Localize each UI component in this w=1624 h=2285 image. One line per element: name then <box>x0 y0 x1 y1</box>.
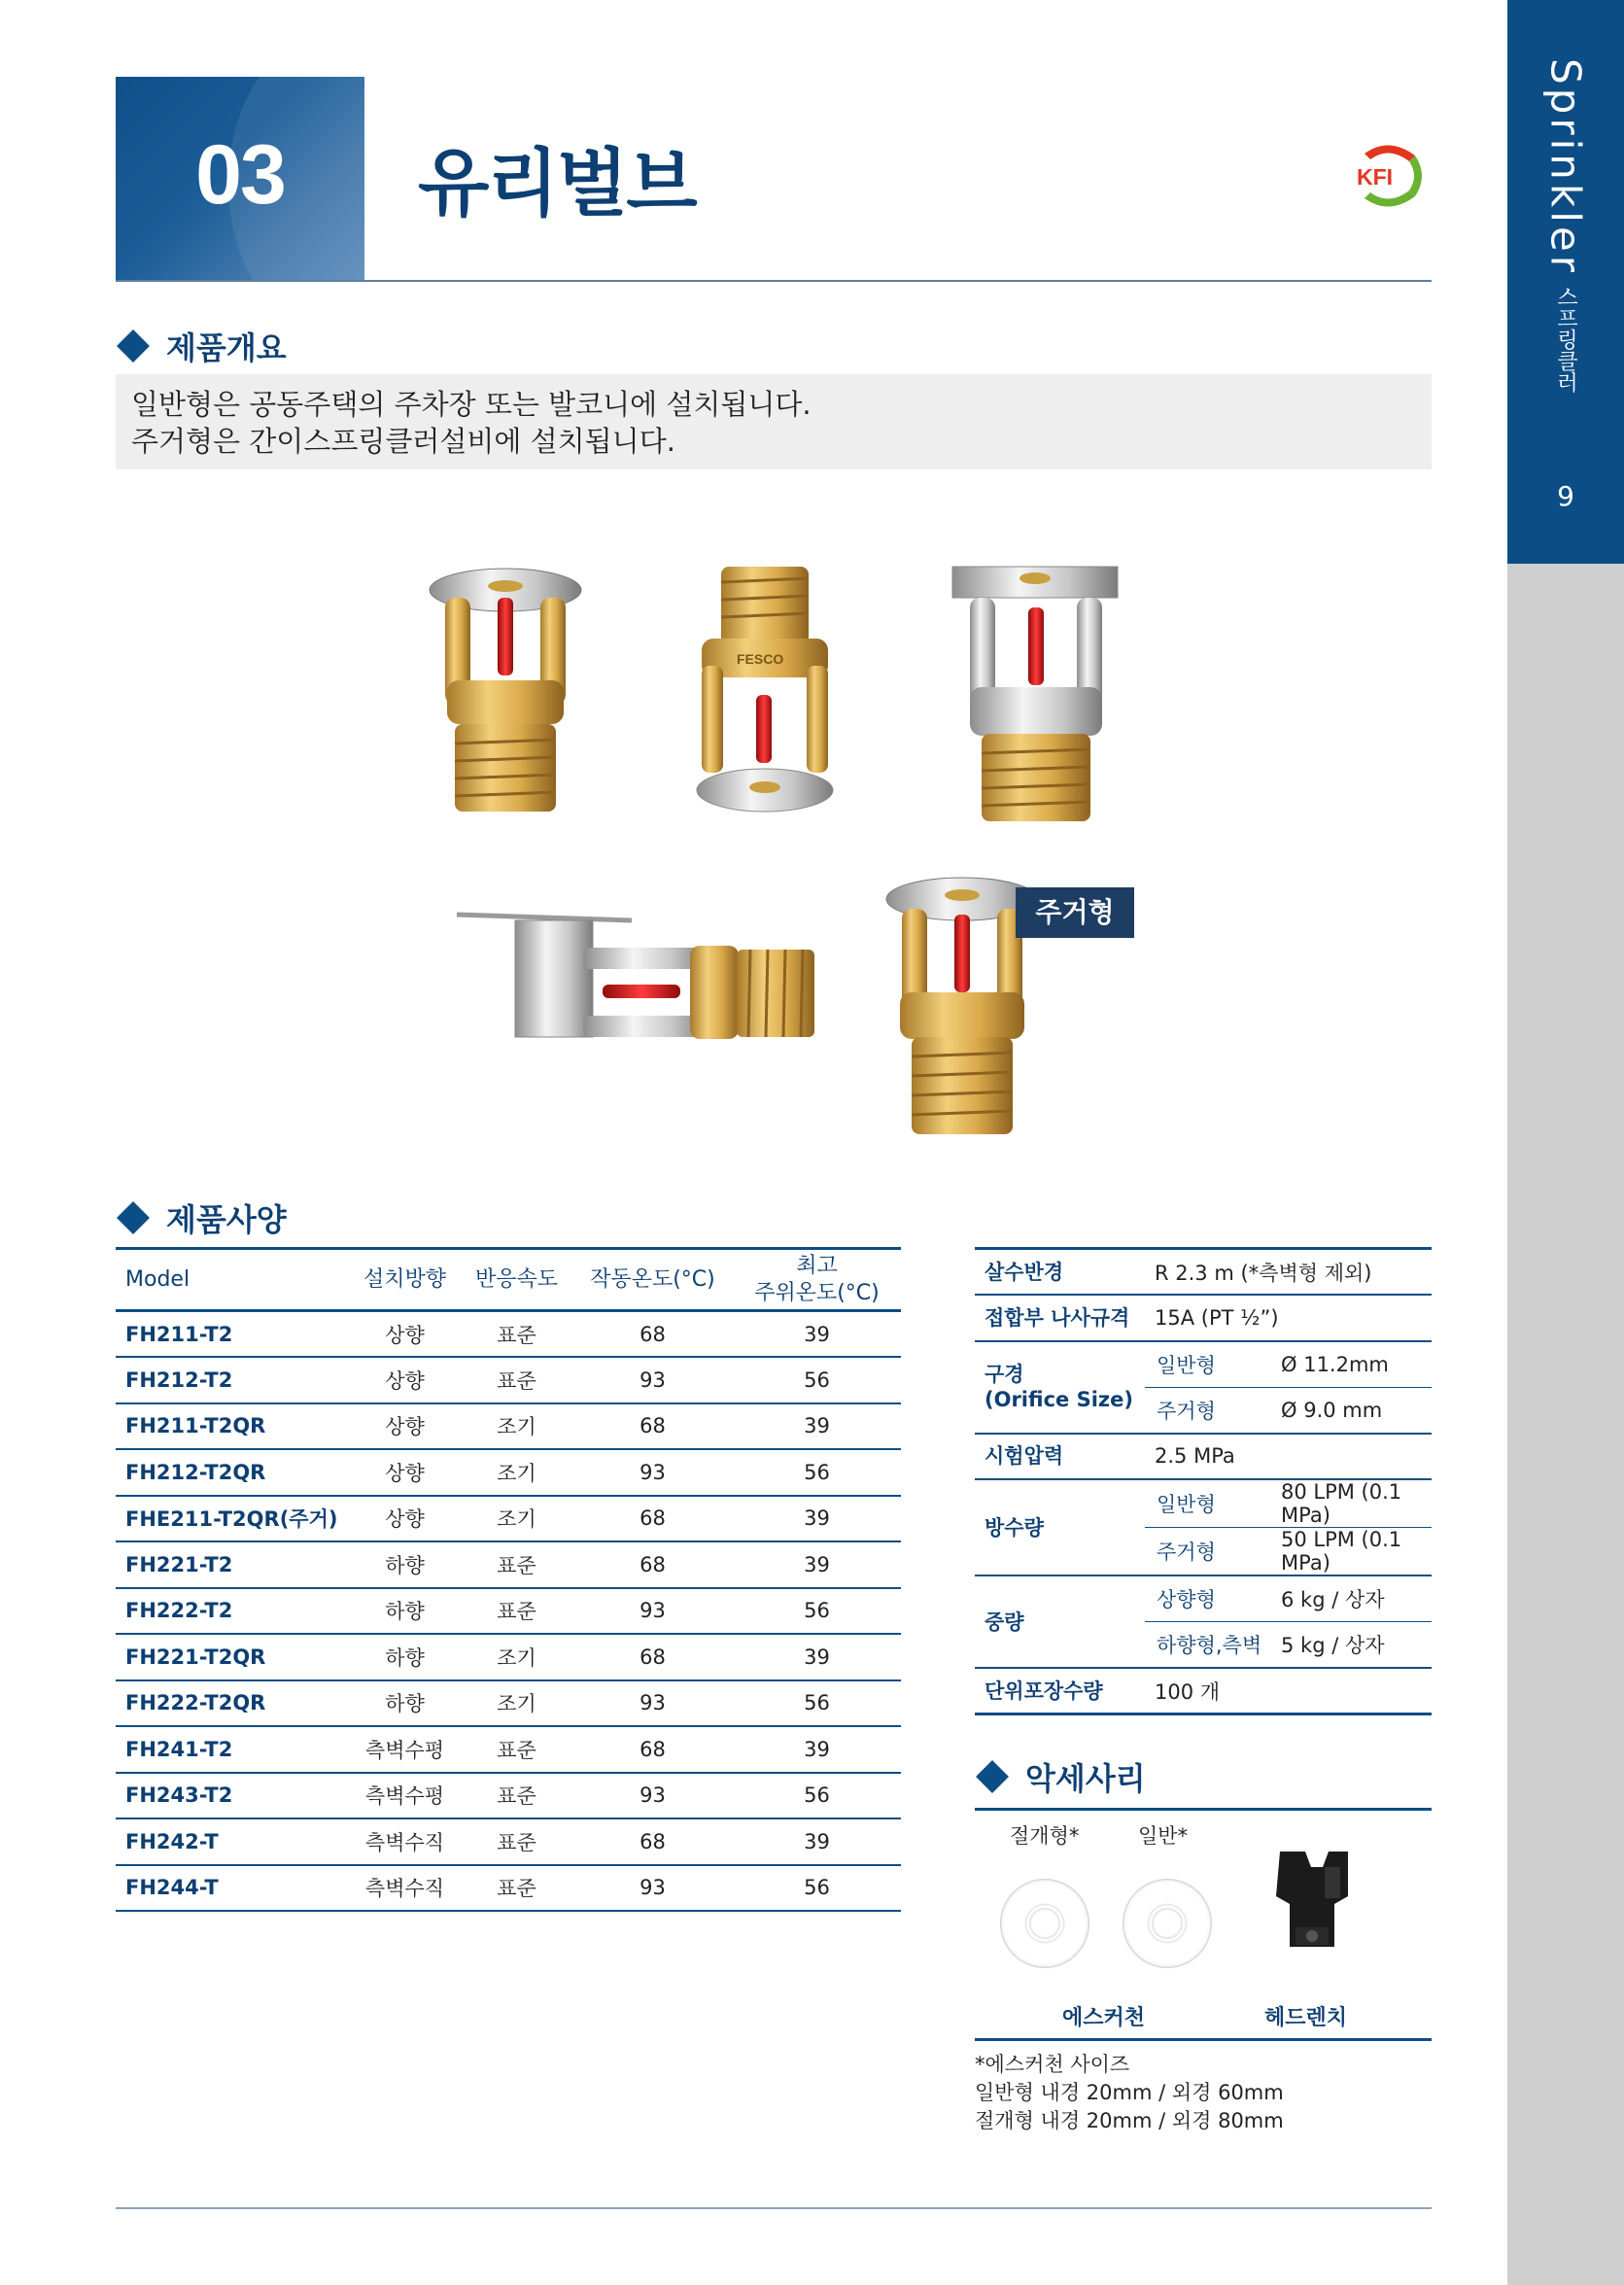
spec-row <box>116 1680 901 1727</box>
note-line: 절개형 내경 20mm / 외경 80mm <box>975 2109 1284 2132</box>
discharge-residential-label: 주거형 <box>1145 1528 1271 1576</box>
weight-pendent-value: 5 kg / 상자 <box>1271 1622 1432 1669</box>
spray-radius-value: R 2.3 m (*측벽형 제외) <box>1145 1249 1432 1296</box>
overview-heading <box>116 324 287 368</box>
chapter-box <box>116 77 364 281</box>
side-brand <box>1507 58 1624 467</box>
spec-cell-direction: 상향 <box>349 1357 461 1403</box>
property-row <box>975 1434 1432 1480</box>
kfi-logo-icon <box>1351 142 1427 210</box>
side-brand-korean: 스프링클러 <box>1553 285 1578 393</box>
spec-row <box>116 1588 901 1635</box>
test-pressure-value: 2.5 MPa <box>1145 1434 1432 1480</box>
discharge-residential-value: 50 LPM (0.1 MPa) <box>1271 1528 1432 1576</box>
spec-cell-direction: 측벽수평 <box>349 1726 461 1773</box>
title-divider <box>116 280 1432 282</box>
spec-cell-response: 조기 <box>461 1403 572 1450</box>
overview-title: 제품개요 <box>166 329 287 366</box>
spec-cell-temp: 68 <box>572 1818 733 1865</box>
col-max-temp-line2: 주위온도(°C) <box>754 1280 880 1305</box>
spec-cell-model: FH212-T2 <box>116 1357 349 1403</box>
spec-cell-direction: 상향 <box>349 1311 461 1358</box>
unit-pack-label: 단위포장수량 <box>975 1668 1145 1714</box>
spec-cell-model: FH241-T2 <box>116 1726 349 1773</box>
spec-cell-response: 표준 <box>461 1588 572 1635</box>
page-number: 9 <box>1557 480 1574 512</box>
weight-upright-value: 6 kg / 상자 <box>1271 1575 1432 1622</box>
spec-cell-direction: 상향 <box>349 1449 461 1496</box>
spec-cell-max: 39 <box>733 1403 901 1450</box>
orifice-label-line2: (Orifice Size) <box>985 1388 1133 1411</box>
property-row <box>975 1575 1432 1622</box>
spec-cell-model: FH222-T2QR <box>116 1680 349 1727</box>
col-response: 반응속도 <box>461 1249 572 1311</box>
col-temp: 작동온도(°C) <box>572 1249 733 1311</box>
specs-heading <box>116 1195 287 1240</box>
escutcheon-cut-icon <box>1000 1879 1089 1968</box>
spec-cell-direction: 하향 <box>349 1634 461 1680</box>
spec-cell-temp: 93 <box>572 1449 733 1496</box>
spec-cell-temp: 93 <box>572 1357 733 1403</box>
spec-cell-model: FH212-T2QR <box>116 1449 349 1496</box>
thread-label: 접합부 나사규격 <box>975 1295 1145 1341</box>
weight-pendent-label: 하향형,측벽 <box>1145 1622 1271 1669</box>
weight-upright-label: 상향형 <box>1145 1575 1271 1622</box>
orifice-residential-value: Ø 9.0 mm <box>1271 1387 1432 1434</box>
property-row <box>975 1341 1432 1388</box>
svg-text:KFI: KFI <box>1357 164 1394 190</box>
escutcheon-label: 에스커천 <box>1062 2006 1146 2030</box>
page-title: 유리벌브 <box>418 140 696 226</box>
spec-cell-temp: 68 <box>572 1403 733 1450</box>
spec-row <box>116 1311 901 1358</box>
note-line: *에스커천 사이즈 <box>975 2053 1130 2076</box>
spec-cell-direction: 상향 <box>349 1403 461 1450</box>
spec-cell-temp: 68 <box>572 1541 733 1588</box>
caption-general-type: 일반* <box>1138 1824 1189 1848</box>
spec-table-header <box>116 1249 901 1311</box>
escutcheon-size-note <box>975 2051 1284 2135</box>
spec-cell-model: FH211-T2QR <box>116 1403 349 1450</box>
spec-cell-temp: 68 <box>572 1634 733 1680</box>
spec-cell-max: 56 <box>733 1588 901 1635</box>
spec-cell-response: 표준 <box>461 1865 572 1912</box>
spec-cell-model: FH242-T <box>116 1818 349 1865</box>
chapter-number: 03 <box>195 128 285 222</box>
col-direction: 설치방향 <box>349 1249 461 1311</box>
overview-line: 주거형은 간이스프링클러설비에 설치됩니다. <box>131 425 675 458</box>
spec-cell-temp: 93 <box>572 1588 733 1635</box>
spec-cell-max: 39 <box>733 1496 901 1542</box>
diamond-bullet-icon <box>117 1201 150 1234</box>
spec-cell-response: 표준 <box>461 1357 572 1403</box>
product-photos <box>408 559 1166 1142</box>
spec-cell-max: 56 <box>733 1865 901 1912</box>
spec-row <box>116 1726 901 1773</box>
property-table <box>975 1247 1432 1715</box>
note-line: 일반형 내경 20mm / 외경 60mm <box>975 2081 1284 2104</box>
test-pressure-label: 시험압력 <box>975 1434 1145 1480</box>
spec-cell-response: 표준 <box>461 1311 572 1358</box>
sprinkler-pendent-photo <box>697 567 833 812</box>
spec-cell-direction: 측벽수평 <box>349 1773 461 1819</box>
accessories-title: 악세사리 <box>1025 1760 1146 1797</box>
spec-row <box>116 1865 901 1912</box>
spec-cell-temp: 93 <box>572 1773 733 1819</box>
orifice-general-value: Ø 11.2mm <box>1271 1341 1432 1388</box>
spray-radius-label: 살수반경 <box>975 1249 1145 1296</box>
spec-cell-temp: 68 <box>572 1311 733 1358</box>
bottom-divider <box>116 2207 1432 2209</box>
col-max-temp-line1: 최고 <box>796 1253 838 1278</box>
spec-cell-max: 56 <box>733 1680 901 1727</box>
spec-cell-temp: 68 <box>572 1726 733 1773</box>
sprinkler-upright-photo <box>430 569 581 812</box>
spec-cell-model: FH244-T <box>116 1865 349 1912</box>
spec-cell-max: 56 <box>733 1357 901 1403</box>
col-model: Model <box>116 1249 349 1311</box>
discharge-label: 방수량 <box>975 1479 1145 1575</box>
property-row <box>975 1668 1432 1714</box>
escutcheon-general-icon <box>1123 1879 1212 1968</box>
property-row <box>975 1249 1432 1296</box>
spec-cell-max: 56 <box>733 1773 901 1819</box>
unit-pack-value: 100 개 <box>1145 1668 1432 1714</box>
spec-cell-max: 39 <box>733 1726 901 1773</box>
spec-cell-max: 39 <box>733 1311 901 1358</box>
spec-cell-response: 표준 <box>461 1818 572 1865</box>
spec-cell-response: 표준 <box>461 1541 572 1588</box>
orifice-label <box>975 1341 1145 1434</box>
spec-cell-max: 39 <box>733 1634 901 1680</box>
spec-cell-model: FH221-T2QR <box>116 1634 349 1680</box>
col-max-temp <box>733 1249 901 1311</box>
spec-row <box>116 1541 901 1588</box>
spec-cell-direction: 하향 <box>349 1680 461 1727</box>
side-band-lower <box>1507 564 1624 2285</box>
spec-cell-response: 조기 <box>461 1680 572 1727</box>
accessories-heading <box>975 1754 1146 1799</box>
spec-cell-max: 39 <box>733 1541 901 1588</box>
spec-cell-model: FH222-T2 <box>116 1588 349 1635</box>
discharge-general-label: 일반형 <box>1145 1479 1271 1528</box>
spec-row <box>116 1634 901 1680</box>
overview-box <box>116 374 1432 469</box>
spec-row <box>116 1403 901 1450</box>
head-wrench-label: 헤드렌치 <box>1264 2006 1348 2030</box>
spec-cell-model: FHE211-T2QR(주거) <box>116 1496 349 1542</box>
diamond-bullet-icon <box>117 329 150 363</box>
spec-cell-max: 56 <box>733 1449 901 1496</box>
orifice-general-label: 일반형 <box>1145 1341 1271 1388</box>
spec-cell-response: 조기 <box>461 1496 572 1542</box>
spec-cell-temp: 93 <box>572 1680 733 1727</box>
residential-tag: 주거형 <box>1016 887 1134 938</box>
spec-cell-direction: 하향 <box>349 1541 461 1588</box>
spec-row <box>116 1496 901 1542</box>
side-brand-english: Sprinkler <box>1541 58 1590 276</box>
spec-cell-model: FH211-T2 <box>116 1311 349 1358</box>
specs-title: 제품사양 <box>166 1201 287 1238</box>
discharge-general-value: 80 LPM (0.1 MPa) <box>1271 1479 1432 1528</box>
svg-text:FESCO: FESCO <box>737 651 784 667</box>
diamond-bullet-icon <box>976 1760 1009 1793</box>
spec-cell-temp: 68 <box>572 1496 733 1542</box>
spec-cell-response: 조기 <box>461 1449 572 1496</box>
orifice-label-line1: 구경 <box>985 1363 1024 1386</box>
spec-cell-max: 39 <box>733 1818 901 1865</box>
sprinkler-chrome-photo <box>952 567 1118 821</box>
sprinkler-sidewall-photo <box>457 915 814 1039</box>
spec-row <box>116 1449 901 1496</box>
overview-line: 일반형은 공동주택의 주차장 또는 발코니에 설치됩니다. <box>131 388 812 421</box>
thread-value: 15A (PT ½”) <box>1145 1295 1432 1341</box>
spec-cell-response: 표준 <box>461 1773 572 1819</box>
spec-cell-temp: 93 <box>572 1865 733 1912</box>
spec-table <box>116 1247 901 1912</box>
spec-cell-response: 조기 <box>461 1634 572 1680</box>
spec-cell-direction: 측벽수직 <box>349 1818 461 1865</box>
spec-row <box>116 1773 901 1819</box>
accessories-box <box>975 1808 1432 2041</box>
property-row <box>975 1295 1432 1341</box>
spec-cell-direction: 상향 <box>349 1496 461 1542</box>
property-row <box>975 1479 1432 1528</box>
orifice-residential-label: 주거형 <box>1145 1387 1271 1434</box>
caption-cut-type: 절개형* <box>1010 1824 1080 1848</box>
spec-cell-model: FH221-T2 <box>116 1541 349 1588</box>
spec-row <box>116 1818 901 1865</box>
spec-cell-direction: 측벽수직 <box>349 1865 461 1912</box>
spec-cell-direction: 하향 <box>349 1588 461 1635</box>
weight-label: 중량 <box>975 1575 1145 1668</box>
spec-cell-response: 표준 <box>461 1726 572 1773</box>
head-wrench-icon <box>1266 1846 1354 1972</box>
spec-cell-model: FH243-T2 <box>116 1773 349 1819</box>
spec-row <box>116 1357 901 1403</box>
